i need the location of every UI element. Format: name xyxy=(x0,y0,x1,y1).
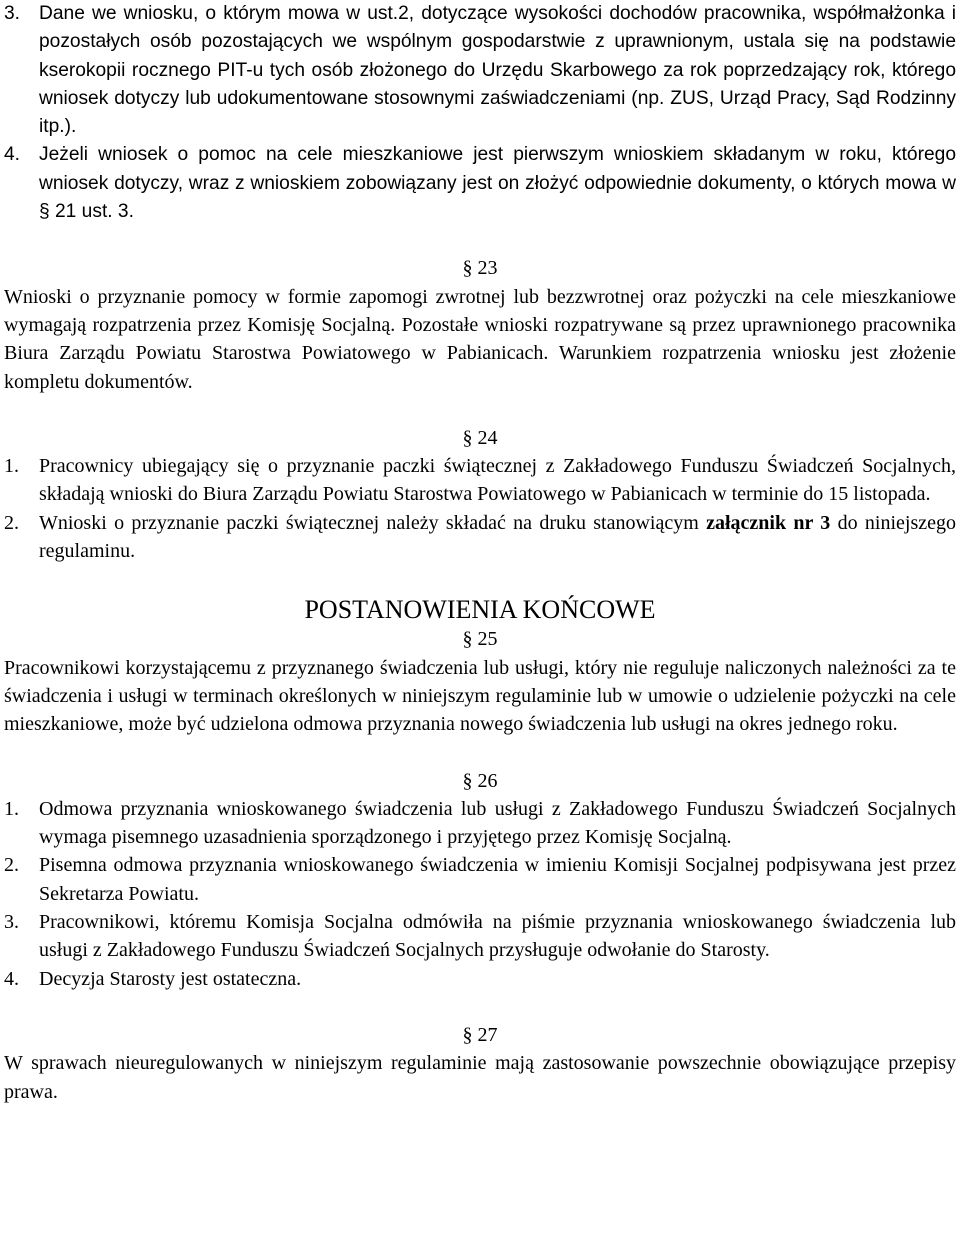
list-number: 2. xyxy=(4,511,19,534)
list-text: Jeżeli wniosek o pomoc na cele mieszkaniowe jest pierwszym wnioskiem składanym w roku, którego wniosek dotyczy, wraz z wnioskiem zobowiązany jest on złożyć odpowiednie dokumenty, o których mowa w § 21 ust. 3. xyxy=(39,144,956,223)
list-text: Pracownikowi, któremu Komisja Socjalna odmówiła na piśmie przyznania wnioskowanego świadczenia lub usługi z Zakładowego Funduszu Świadczeń Socjalnych przysługuje odwołanie do Starosty. xyxy=(39,911,956,962)
list-number: 4. xyxy=(4,967,19,990)
list-text: Pracownicy ubiegający się o przyznanie paczki świątecznej z Zakładowego Funduszu Świadczeń Socjalnych, składają wnioski do Biura Zarządu Powiatu Starostwa Powiatowego w Pabianicach w terminie do 15 listopada. xyxy=(39,455,956,506)
section-26-heading: § 26 xyxy=(462,769,498,792)
section-27-heading: § 27 xyxy=(462,1023,498,1046)
section-27-text: W sprawach nieuregulowanych w niniejszym regulaminie mają zastosowanie powszechnie obowiązujące przepisy prawa. xyxy=(4,1052,956,1103)
section-26-item-2 xyxy=(4,851,956,908)
final-provisions-heading: POSTANOWIENIA KOŃCOWE xyxy=(304,595,656,625)
section-23-text: Wnioski o przyznanie pomocy w formie zapomogi zwrotnej lub bezzwrotnej oraz pożyczki na cele mieszkaniowe wymagają rozpatrzenia przez Komisję Socjalną. Pozostałe wnioski rozpatrywane są przez uprawnionego pracownika Biura Zarządu Powiatu Starostwa Powiatowego w Pabianicach. Warunkiem rozpatrzenia wniosku jest złożenie kompletu dokumentów. xyxy=(4,285,956,393)
section-26-item-3 xyxy=(4,908,956,965)
list-item-3 xyxy=(4,0,956,141)
list-number: 4. xyxy=(4,144,21,166)
list-number: 1. xyxy=(4,797,19,820)
section-24-item-2 xyxy=(4,509,956,566)
list-text-start: Wnioski o przyznanie paczki świątecznej należy składać na druku stanowiącym xyxy=(39,511,707,534)
list-number: 1. xyxy=(4,455,19,478)
list-number: 3. xyxy=(4,911,19,934)
list-text: Dane we wniosku, o którym mowa w ust.2, dotyczące wysokości dochodów pracownika, współmałżonka i pozostałych osób pozostających we wspólnym gospodarstwie z uprawnionym, ustala się na podstawie kserokopii rocznego PIT-u tych osób złożonego do Urzędu Skarbowego za rok poprzedzający rok, którego wniosek dotyczy lub udokumentowane stosownymi zaświadczeniami (np. ZUS, Urząd Pracy, Sąd Rodzinny itp.). xyxy=(39,3,956,138)
section-26-item-1 xyxy=(4,795,956,852)
list-text xyxy=(39,509,956,566)
section-25-heading: § 25 xyxy=(462,628,498,651)
section-23-heading: § 23 xyxy=(462,257,498,280)
list-text: Pisemna odmowa przyznania wnioskowanego świadczenia w imieniu Komisji Socjalnej podpisywana jest przez Sekretarza Powiatu. xyxy=(39,854,956,905)
list-text: Odmowa przyznania wnioskowanego świadczenia lub usługi z Zakładowego Funduszu Świadczeń Socjalnych wymaga pisemnego uzasadnienia sporządzonego i przyjętego przez Komisję Socjalną. xyxy=(39,797,956,849)
list-text-end: do niniejszego regulaminu. xyxy=(39,511,956,563)
list-text: Decyzja Starosty jest ostateczna. xyxy=(39,967,302,990)
section-26-item-4 xyxy=(4,965,956,993)
section-25-text: Pracownikowi korzystającemu z przyznanego świadczenia lub usługi, który nie reguluje naliczonych należności za te świadczenia i usługi w terminach określonych w niniejszym regulaminie lub w umowie o udzielenie pożyczki na cele mieszkaniowe, może być udzielona odmowa przyznania nowego świadczenia lub usługi na okres jednego roku. xyxy=(4,656,956,736)
attachment-reference: załącznik nr 3 xyxy=(706,511,831,534)
list-item-4 xyxy=(4,141,956,226)
list-number: 3. xyxy=(4,3,21,24)
section-24-item-1 xyxy=(4,452,956,509)
list-number: 2. xyxy=(4,854,19,877)
section-24-heading: § 24 xyxy=(462,426,498,449)
